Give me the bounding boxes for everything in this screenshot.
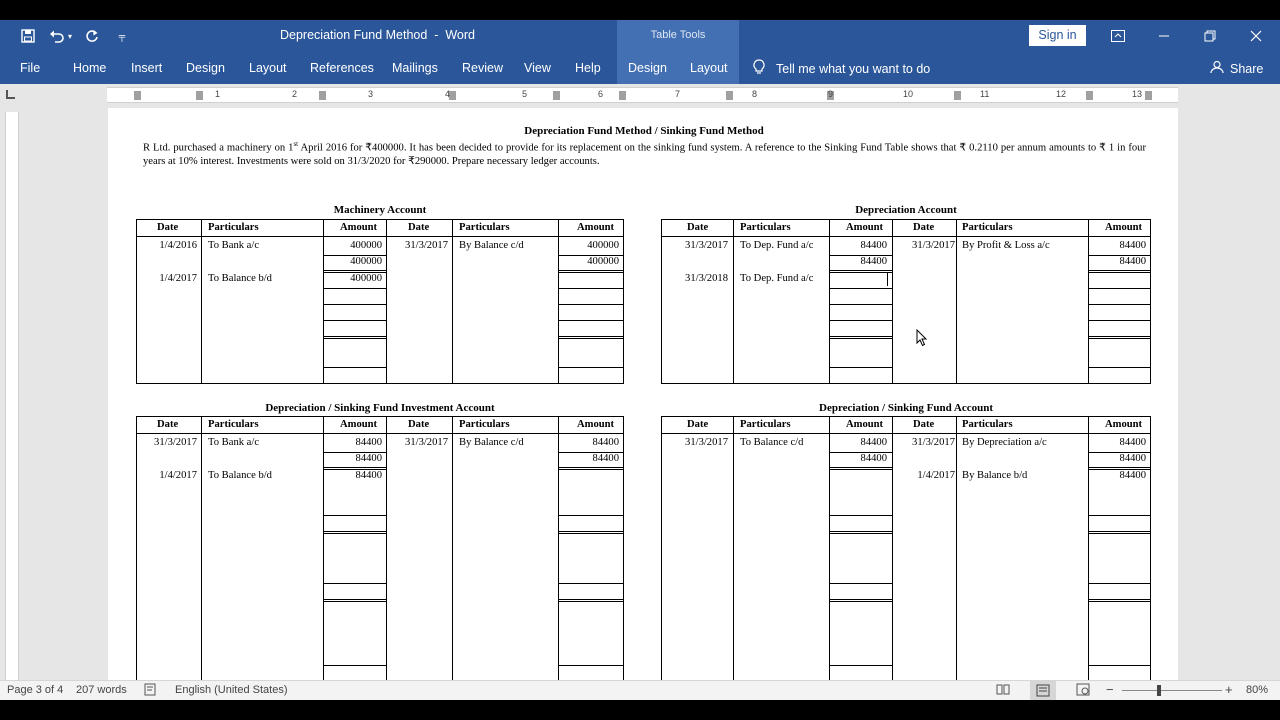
- document-heading: Depreciation Fund Method / Sinking Fund Method: [524, 125, 764, 137]
- machinery-account-table[interactable]: [136, 219, 624, 384]
- dr-amount: 400000: [350, 273, 382, 284]
- ruler-number: 7: [675, 89, 681, 99]
- tab-selector[interactable]: [0, 84, 22, 106]
- ruler-number: 12: [1056, 89, 1067, 99]
- zoom-slider-thumb[interactable]: [1157, 685, 1161, 696]
- dr-particulars: To Dep. Fund a/c: [740, 273, 814, 284]
- tab-insert[interactable]: Insert: [131, 61, 163, 75]
- header-particulars: Particulars: [208, 222, 259, 233]
- fund-account-table[interactable]: [661, 416, 1151, 681]
- horizontal-ruler[interactable]: [107, 87, 1178, 103]
- ruler-number: 1: [215, 89, 221, 99]
- title-bar: [0, 20, 1280, 52]
- ruler-number: 4: [445, 89, 451, 99]
- read-mode-icon[interactable]: [996, 683, 1010, 699]
- tell-me-search[interactable]: [752, 59, 930, 78]
- tab-table-design[interactable]: Design: [628, 61, 667, 75]
- tab-design[interactable]: Design: [186, 61, 225, 75]
- header-date: Date: [157, 419, 179, 430]
- investment-account-table[interactable]: [136, 416, 624, 681]
- cr-total: 84400: [592, 453, 619, 464]
- redo-icon[interactable]: [82, 26, 102, 46]
- header-particulars: Particulars: [962, 222, 1013, 233]
- header-amount: Amount: [1105, 419, 1143, 430]
- dr-date: 31/3/2017: [685, 437, 728, 448]
- dr-amount: 84400: [355, 437, 382, 448]
- text-cursor: [887, 273, 888, 286]
- cr-date: 31/3/2017: [405, 437, 448, 448]
- depreciation-account-table[interactable]: [661, 219, 1151, 384]
- header-amount: Amount: [846, 419, 884, 430]
- web-layout-icon[interactable]: [1076, 683, 1090, 699]
- tab-help[interactable]: Help: [575, 61, 601, 75]
- ruler-number: 5: [522, 89, 528, 99]
- header-amount: Amount: [577, 222, 615, 233]
- header-date: Date: [687, 419, 709, 430]
- dr-particulars: To Dep. Fund a/c: [740, 240, 814, 251]
- tab-file[interactable]: File: [20, 61, 41, 75]
- page-count[interactable]: Page 3 of 4: [7, 684, 64, 696]
- ruler-number: 6: [598, 89, 604, 99]
- header-particulars: Particulars: [459, 222, 510, 233]
- cr-amount: 84400: [592, 437, 619, 448]
- dr-total: 84400: [860, 453, 887, 464]
- ruler-number: 2: [292, 89, 298, 99]
- header-date: Date: [157, 222, 179, 233]
- dr-date: 1/4/2016: [159, 240, 197, 251]
- dr-date: 1/4/2017: [159, 273, 197, 284]
- customize-toolbar-icon[interactable]: ╤: [118, 31, 126, 41]
- tell-me-label: Tell me what you want to do: [776, 61, 931, 76]
- word-count[interactable]: 207 words: [76, 684, 127, 696]
- dr-particulars: To Bank a/c: [208, 437, 260, 448]
- ribbon-display-options-icon[interactable]: [1108, 26, 1128, 46]
- cr-particulars: By Balance b/d: [962, 470, 1028, 481]
- header-amount: Amount: [1105, 222, 1143, 233]
- cr-date: 31/3/2017: [912, 240, 955, 251]
- depreciation-account-title: Depreciation Account: [855, 204, 957, 216]
- zoom-out-icon[interactable]: −: [1106, 682, 1114, 697]
- save-icon[interactable]: [18, 26, 38, 46]
- cr-total: 84400: [1119, 256, 1146, 267]
- minimize-icon[interactable]: [1154, 26, 1174, 46]
- tab-mailings[interactable]: Mailings: [392, 61, 438, 75]
- dr-total: 84400: [355, 453, 382, 464]
- dr-date: 31/3/2017: [685, 240, 728, 251]
- ruler-number: 11: [980, 89, 990, 99]
- dr-date: 31/3/2017: [154, 437, 197, 448]
- dr-total: 84400: [860, 256, 887, 267]
- machinery-account-title: Machinery Account: [333, 204, 427, 216]
- cr-amount: 84400: [1119, 470, 1146, 481]
- header-particulars: Particulars: [740, 419, 791, 430]
- ruler-number: 10: [903, 89, 914, 99]
- header-particulars: Particulars: [208, 419, 259, 430]
- mouse-pointer-icon: [916, 329, 928, 352]
- header-particulars: Particulars: [459, 419, 510, 430]
- dr-particulars: To Bank a/c: [208, 240, 260, 251]
- ruler-number: 9: [828, 89, 834, 99]
- status-bar: [0, 680, 1280, 700]
- print-layout-icon[interactable]: [1030, 681, 1056, 700]
- dr-amount: 84400: [860, 240, 887, 251]
- restore-icon[interactable]: [1200, 26, 1220, 46]
- dr-amount: 400000: [350, 240, 382, 251]
- undo-dropdown-icon[interactable]: ▾: [67, 31, 72, 41]
- header-amount: Amount: [846, 222, 884, 233]
- tab-view[interactable]: View: [524, 61, 551, 75]
- dr-amount: 84400: [355, 470, 382, 481]
- cr-particulars: By Profit & Loss a/c: [962, 240, 1050, 251]
- word-window: [0, 20, 1280, 700]
- dr-particulars: To Balance b/d: [208, 273, 272, 284]
- header-particulars: Particulars: [740, 222, 791, 233]
- lightbulb-icon: [752, 59, 766, 78]
- zoom-in-icon[interactable]: +: [1225, 682, 1233, 697]
- proofing-icon[interactable]: [144, 683, 158, 699]
- tab-review[interactable]: Review: [462, 61, 503, 75]
- zoom-slider[interactable]: [1122, 690, 1222, 691]
- dr-particulars: To Balance c/d: [740, 437, 804, 448]
- ruler-number: 8: [752, 89, 758, 99]
- header-amount: Amount: [340, 222, 378, 233]
- vertical-ruler[interactable]: [5, 112, 19, 700]
- header-particulars: Particulars: [962, 419, 1013, 430]
- document-title: Depreciation Fund Method - Word: [280, 28, 476, 42]
- tab-home[interactable]: Home: [73, 61, 107, 75]
- cr-total: 400000: [587, 256, 619, 267]
- header-amount: Amount: [577, 419, 615, 430]
- dr-amount: 84400: [860, 437, 887, 448]
- cr-date: 31/3/2017: [405, 240, 448, 251]
- cr-amount: 400000: [587, 240, 619, 251]
- sign-in-button[interactable]: Sign in: [1029, 25, 1086, 46]
- cr-particulars: By Depreciation a/c: [962, 437, 1047, 448]
- close-icon[interactable]: [1246, 26, 1266, 46]
- zoom-level[interactable]: 80%: [1246, 684, 1269, 696]
- table-tools-label: Table Tools: [650, 29, 706, 41]
- ribbon-tabs: [0, 52, 1280, 84]
- investment-account-title: Depreciation / Sinking Fund Investment Account: [265, 402, 495, 414]
- cr-particulars: By Balance c/d: [459, 437, 524, 448]
- dr-total: 400000: [350, 256, 382, 267]
- cr-total: 84400: [1119, 453, 1146, 464]
- dr-date: 1/4/2017: [159, 470, 197, 481]
- dr-particulars: To Balance b/d: [208, 470, 272, 481]
- fund-account-title: Depreciation / Sinking Fund Account: [819, 402, 993, 414]
- share-button[interactable]: [1210, 60, 1263, 77]
- cr-amount: 84400: [1119, 240, 1146, 251]
- header-amount: Amount: [340, 419, 378, 430]
- tab-table-layout[interactable]: Layout: [690, 61, 728, 75]
- header-date: Date: [408, 419, 430, 430]
- problem-statement: R Ltd. purchased a machinery on 1st April 2016 for ₹400000. It has been decided to provide for its replacement on the sinking fund system. A reference to the Sinking Fund Table shows that ₹ 0.2110 per annum amounts to ₹ 1 in four years at 10% interest. Investments were sold on 31/3/2020 for ₹290000. Prepare necessary ledger accounts.: [143, 140, 1146, 168]
- ruler-number: 13: [1132, 89, 1143, 99]
- document-page[interactable]: [108, 108, 1178, 688]
- dr-date: 31/3/2018: [685, 273, 728, 284]
- tab-references[interactable]: References: [310, 61, 374, 75]
- language[interactable]: English (United States): [175, 684, 288, 696]
- cr-amount: 84400: [1119, 437, 1146, 448]
- cr-date: 1/4/2017: [917, 470, 955, 481]
- header-date: Date: [687, 222, 709, 233]
- tab-layout[interactable]: Layout: [249, 61, 287, 75]
- cr-date: 31/3/2017: [912, 437, 955, 448]
- person-icon: [1210, 60, 1224, 77]
- header-date: Date: [913, 222, 935, 233]
- header-date: Date: [408, 222, 430, 233]
- share-label: Share: [1230, 61, 1264, 76]
- header-date: Date: [913, 419, 935, 430]
- ruler-number: 3: [368, 89, 374, 99]
- cr-particulars: By Balance c/d: [459, 240, 524, 251]
